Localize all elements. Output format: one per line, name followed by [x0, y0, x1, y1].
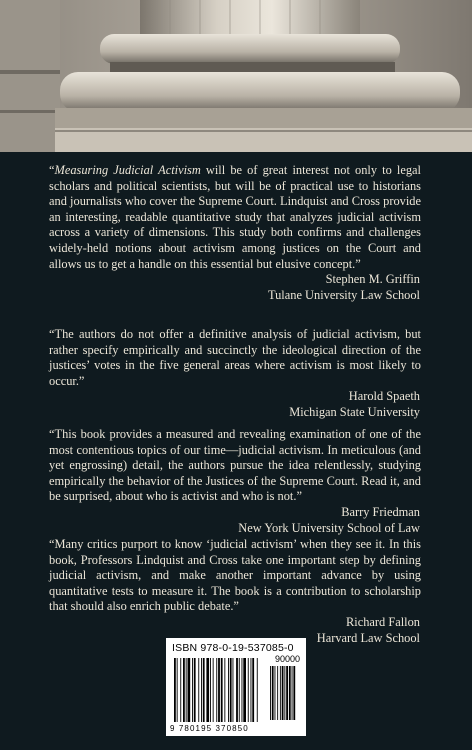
barcode-digits: 9 780195 370850 — [170, 724, 249, 733]
isbn-barcode-block — [166, 638, 306, 736]
quote-text: “Many critics purport to know ‘judicial activism’ when they see it. In this book, Professors Lindquist and Cross take one important step by defining judicial activism, and make another important advance by using quantitative tests to measure it. The book is a contribution to scholarship that should also enrich public debate.” — [49, 537, 421, 614]
barcode-bar — [213, 658, 214, 722]
barcode-bar — [242, 658, 243, 722]
endorsement-griffin — [49, 163, 421, 303]
endorser-affiliation: Tulane University Law School — [267, 287, 420, 302]
endorser-name: Harold Spaeth — [348, 389, 420, 404]
barcode-bar — [236, 658, 238, 722]
barcode-bar — [192, 658, 193, 722]
barcode-addon-bar — [275, 666, 276, 720]
barcode-bar — [243, 658, 246, 722]
barcode-bar — [224, 658, 225, 722]
endorser-affiliation: Michigan State University — [289, 404, 420, 419]
barcode-bar — [233, 658, 234, 722]
endorser-name: Richard Fallon — [346, 614, 420, 629]
endorsement-fallon — [49, 537, 421, 646]
barcode-bar — [239, 658, 240, 722]
barcode-bar — [174, 658, 176, 722]
quote-attribution — [49, 505, 421, 536]
barcode-addon-bar — [286, 666, 288, 720]
quote-text: “The authors do not offer a definitive analysis of judicial activism, but rather specify empirically and succinctly the ideological direction of the justices’ votes in the five general areas where activism is most likely to occur.” — [49, 327, 421, 388]
barcode-addon-bar — [293, 666, 295, 720]
endorser-affiliation: New York University School of Law — [238, 520, 420, 535]
barcode-bar — [180, 658, 181, 722]
barcode-bar — [230, 658, 232, 722]
barcode-bar — [216, 658, 217, 722]
barcode-bar — [183, 658, 185, 722]
barcode-bar — [251, 658, 252, 722]
endorser-name: Barry Friedman — [341, 504, 420, 519]
endorser-name: Stephen M. Griffin — [325, 272, 420, 287]
barcode-bar — [177, 658, 178, 722]
barcode-bar — [228, 658, 229, 722]
cover-photo-column-base — [0, 0, 472, 152]
isbn-label: ISBN 978-0-19-537085-0 — [172, 642, 294, 654]
quote-text: “Measuring Judicial Activism will be of great interest not only to legal scholars and political scientists, but will be of practical use to historians and journalists who cover the Supreme Court. Lindquist and Cross provide an interesting, readable quantitative study that analyzes judicial activism across a variety of dimensions. This study both confirms and challenges widely-held notions about activism among justices on the Court and allows us to get a handle on this essential but elusive concept.” — [49, 163, 421, 271]
quote-attribution — [49, 272, 421, 303]
barcode-bar — [210, 658, 211, 722]
barcode-bar — [198, 658, 199, 722]
barcode-addon-bar — [284, 666, 285, 720]
barcode-bar — [252, 658, 254, 722]
endorser-affiliation: Harvard Law School — [316, 630, 420, 645]
barcode-bar — [206, 658, 209, 722]
barcode-addon-bar — [282, 666, 284, 720]
barcode-addon-bar — [272, 666, 274, 720]
barcode-bar — [186, 658, 187, 722]
barcode-addon-bar — [277, 666, 278, 720]
quote-attribution — [49, 389, 421, 420]
barcode-bar — [248, 658, 249, 722]
barcode-addon-bar — [280, 666, 281, 720]
price-code: 90000 — [274, 654, 300, 664]
barcode-bar — [188, 658, 191, 722]
barcode-bar — [194, 658, 196, 722]
barcode-bar — [218, 658, 220, 722]
quote-text: “This book provides a measured and revealing examination of one of the most contentious topics of our time—judicial activism. In meticulous (and yet engrossing) detail, the authors pursue the idea relentlessly, studying empirically the behavior of the Justices of the Supreme Court. Read it, and be surprised, about who is activist and who is not.” — [49, 427, 421, 504]
barcode-bar — [221, 658, 223, 722]
endorsement-friedman — [49, 427, 421, 536]
endorsement-spaeth — [49, 327, 421, 421]
barcode-addon-bar — [289, 666, 291, 720]
barcode-bar — [257, 658, 258, 722]
barcode-bars — [166, 638, 306, 736]
barcode-bar — [201, 658, 202, 722]
quote-title-italic: Measuring Judicial Activism — [54, 163, 201, 177]
barcode-bar — [203, 658, 205, 722]
barcode-addon-bar — [270, 666, 271, 720]
barcode-addon-bar — [292, 666, 293, 720]
